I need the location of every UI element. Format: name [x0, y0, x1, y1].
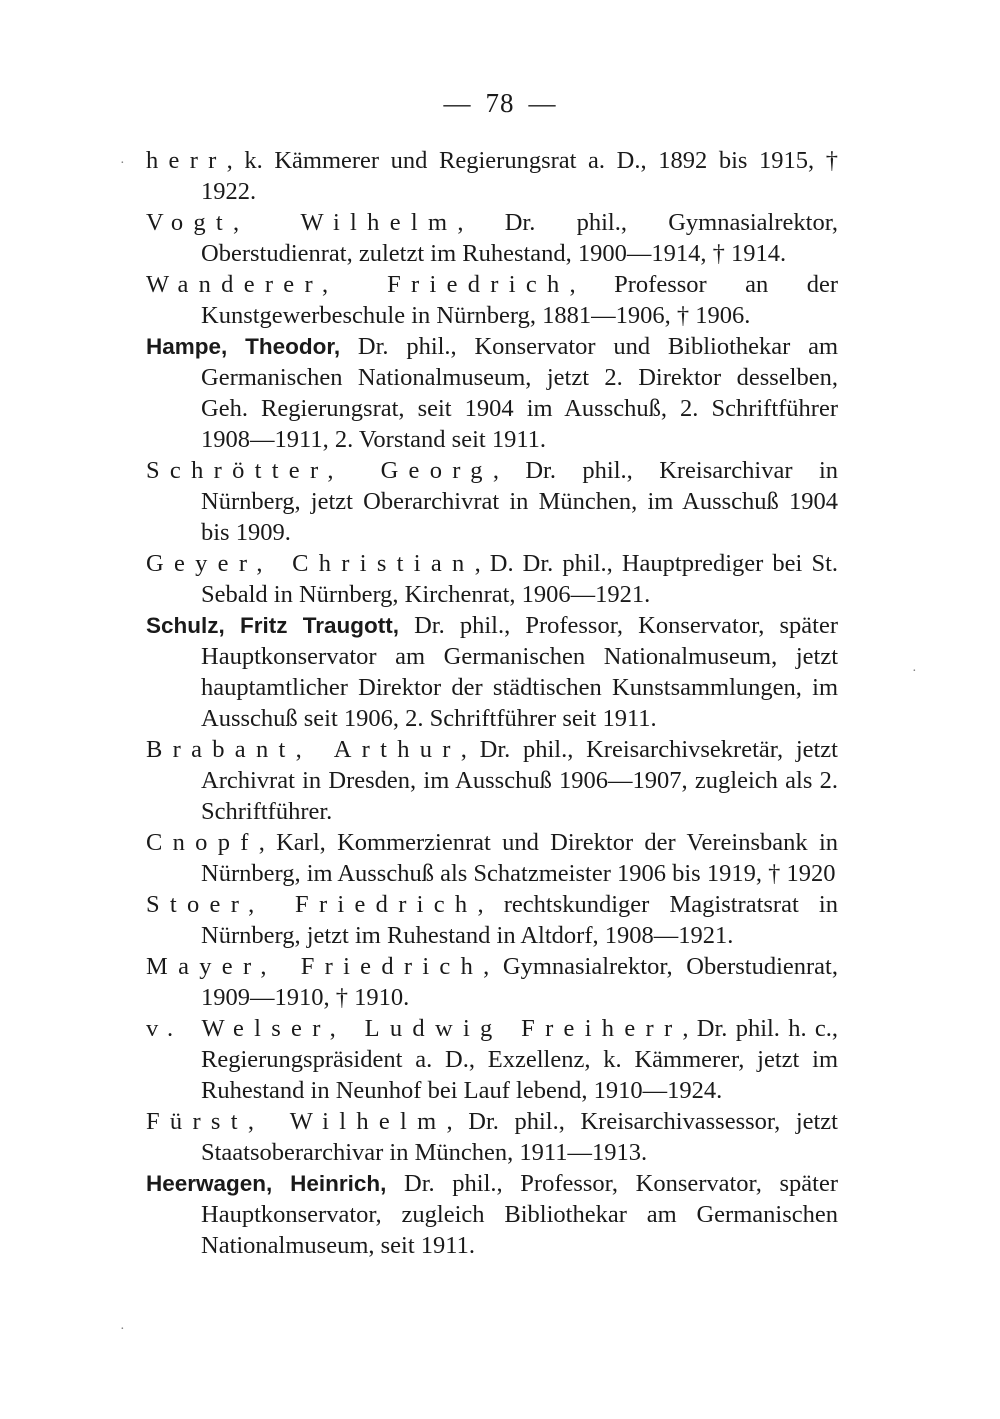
entry-details: , Professor an der Kunstgewerbeschule in Nürnberg, 1881—1906, † 1906. — [201, 271, 839, 329]
list-entry — [146, 1013, 838, 1106]
list-entry — [146, 269, 838, 331]
list-entry — [146, 1168, 838, 1261]
entry-name: herr — [146, 147, 227, 174]
entry-details: , Dr. phil., Gymnasialrektor, Oberstudienrat, zuletzt im Ruhestand, 1900—1914, † 1914. — [201, 209, 839, 267]
entry-details: , Dr. phil., Kreisarchivassessor, jetzt Staatsoberarchivar in München, 1911—1913. — [201, 1108, 838, 1166]
margin-mark: · — [120, 156, 125, 171]
page-number-dash-left: — — [443, 88, 472, 118]
margin-mark: · — [912, 664, 917, 679]
page-number — [0, 88, 1000, 119]
list-entry-continuation — [146, 145, 838, 207]
entry-name: Wanderer, Friedrich — [146, 271, 570, 298]
entry-name: v. Welser, Ludwig Freiherr — [146, 1015, 683, 1042]
entry-details: Dr. phil., Professor, Konservator, später Hauptkonservator, zugleich Bibliothekar am Germanischen Nationalmuseum, seit 1911. — [201, 1170, 839, 1259]
list-entry — [146, 827, 838, 889]
entry-details: , Dr. phil., Kreisarchivar in Nürnberg, jetzt Oberarchivrat in München, im Ausschuß 1904 bis 1909. — [201, 457, 838, 546]
list-entry — [146, 331, 838, 455]
entry-name: Stoer, Friedrich — [146, 891, 478, 918]
member-list — [146, 145, 838, 1261]
list-entry — [146, 1106, 838, 1168]
entry-name: Fürst, Wilhelm — [146, 1108, 447, 1135]
entry-name: Cnopf — [146, 829, 259, 856]
entry-details: , Dr. phil., Kreisarchivsekretär, jetzt Archivrat in Dresden, im Ausschuß 1906—1907, zugleich als 2. Schriftführer. — [201, 736, 838, 825]
entry-name: Geyer, Christian — [146, 550, 475, 577]
entry-name: Schulz, Fritz Traugott, — [146, 613, 399, 638]
entry-details: , Karl, Kommerzienrat und Direktor der Vereinsbank in Nürnberg, im Ausschuß als Schatzmeister 1906 bis 1919, † 1920 — [201, 829, 838, 887]
list-entry — [146, 889, 838, 951]
list-entry — [146, 455, 838, 548]
list-entry — [146, 548, 838, 610]
entry-details: Dr. phil., Professor, Konservator, später Hauptkonservator am Germanischen Nationalmuseum, jetzt hauptamtlicher Direktor der städtischen Kunstsammlungen, im Ausschuß seit 1906, 2. Schriftführer seit 1911. — [201, 612, 838, 732]
entry-name: Brabant, Arthur — [146, 736, 461, 763]
entry-name: Heerwagen, Heinrich, — [146, 1171, 387, 1196]
entry-name: Hampe, Theodor, — [146, 334, 341, 359]
list-entry — [146, 207, 838, 269]
list-entry — [146, 734, 838, 827]
entry-name: Vogt, Wilhelm — [146, 209, 458, 236]
entry-details: Dr. phil., Konservator und Bibliothekar am Germanischen Nationalmuseum, jetzt 2. Direktor desselben, Geh. Regierungsrat, seit 1904 im Ausschuß, 2. Schriftführer 1908—1911, 2. Vorstand seit 1911. — [201, 333, 838, 453]
page-number-value: 78 — [485, 88, 515, 118]
list-entry — [146, 610, 838, 734]
entry-details: , Dr. phil. h. c., Regierungspräsident a. D., Exzellenz, k. Kämmerer, jetzt im Ruhestand in Neunhof bei Lauf lebend, 1910—1924. — [201, 1015, 838, 1104]
entry-name: Mayer, Friedrich — [146, 953, 484, 980]
entry-details: , D. Dr. phil., Hauptprediger bei St. Sebald in Nürnberg, Kirchenrat, 1906—1921. — [201, 550, 839, 608]
entry-details: , Gymnasialrektor, Oberstudienrat, 1909—1910, † 1910. — [201, 953, 838, 1011]
entry-details: , k. Kämmerer und Regierungsrat a. D., 1892 bis 1915, † 1922. — [201, 147, 838, 205]
entry-name: Schrötter, Georg — [146, 457, 493, 484]
margin-mark: · — [120, 1322, 125, 1337]
entry-details: , rechtskundiger Magistratsrat in Nürnberg, jetzt im Ruhestand in Altdorf, 1908—1921. — [201, 891, 838, 949]
list-entry — [146, 951, 838, 1013]
page-number-dash-right: — — [528, 88, 557, 118]
